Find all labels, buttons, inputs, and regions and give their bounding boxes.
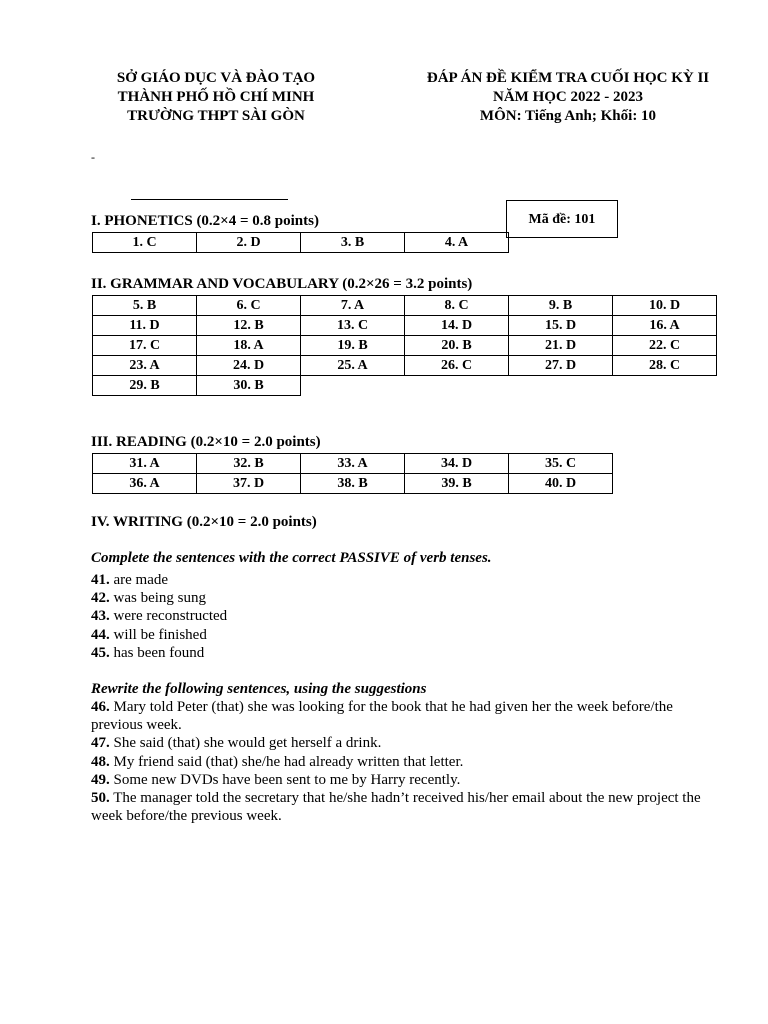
section-phonetics-title: I. PHONETICS (0.2×4 = 0.8 points) — [91, 213, 319, 229]
list-item: 42. was being sung — [91, 590, 206, 607]
exam-code-box: Mã đề: 101 — [506, 200, 618, 238]
rewrite-answers — [91, 698, 711, 825]
table-row — [93, 376, 717, 396]
city-name: THÀNH PHỐ HỒ CHÍ MINH — [117, 89, 315, 105]
passive-answers — [91, 571, 227, 662]
dash-mark: - — [91, 150, 95, 164]
answer-cell: 13. C — [301, 316, 405, 336]
divider-line — [131, 199, 288, 200]
answer-cell: 6. C — [197, 296, 301, 316]
answer-cell: 30. B — [197, 376, 301, 396]
answer-cell: 32. B — [197, 454, 301, 474]
answer-cell: 9. B — [509, 296, 613, 316]
table-row — [93, 233, 509, 253]
empty-cell — [301, 376, 405, 396]
answer-cell: 16. A — [613, 316, 717, 336]
list-item: 46. Mary told Peter (that) she was looking for the book that he had given her the week before/the previous week. — [91, 699, 673, 734]
answer-cell: 33. A — [301, 454, 405, 474]
list-item: 44. will be finished — [91, 626, 207, 643]
answer-cell: 23. A — [93, 356, 197, 376]
list-item: 48. My friend said (that) she/he had already written that letter. — [91, 753, 464, 770]
answer-cell: 37. D — [197, 474, 301, 494]
section-grammar-title: II. GRAMMAR AND VOCABULARY (0.2×26 = 3.2 points) — [91, 276, 473, 292]
list-item: 49. Some new DVDs have been sent to me by Harry recently. — [91, 771, 461, 788]
table-row — [93, 454, 613, 474]
empty-cell — [405, 376, 509, 396]
answer-cell: 35. C — [509, 454, 613, 474]
section-writing-title: IV. WRITING (0.2×10 = 2.0 points) — [91, 514, 317, 530]
answer-cell: 7. A — [301, 296, 405, 316]
table-row — [93, 474, 613, 494]
section-reading-title: III. READING (0.2×10 = 2.0 points) — [91, 434, 321, 450]
answer-cell: 12. B — [197, 316, 301, 336]
answer-cell: 38. B — [301, 474, 405, 494]
answer-cell: 11. D — [93, 316, 197, 336]
answer-cell: 20. B — [405, 336, 509, 356]
answer-cell: 31. A — [93, 454, 197, 474]
list-item: 47. She said (that) she would get herself a drink. — [91, 735, 382, 752]
table-row — [93, 336, 717, 356]
school-name: TRƯỜNG THPT SÀI GÒN — [127, 108, 305, 124]
grammar-answer-table — [92, 295, 717, 396]
answer-cell: 18. A — [197, 336, 301, 356]
list-item: 45. has been found — [91, 644, 205, 661]
answer-cell: 29. B — [93, 376, 197, 396]
answer-cell: 19. B — [301, 336, 405, 356]
answer-cell: 17. C — [93, 336, 197, 356]
empty-cell — [613, 376, 717, 396]
answer-cell: 3. B — [301, 233, 405, 253]
answer-cell: 14. D — [405, 316, 509, 336]
answer-cell: 21. D — [509, 336, 613, 356]
header-right — [398, 69, 738, 126]
answer-cell: 24. D — [197, 356, 301, 376]
answer-cell: 25. A — [301, 356, 405, 376]
table-row — [93, 296, 717, 316]
table-row — [93, 356, 717, 376]
answer-cell: 34. D — [405, 454, 509, 474]
school-year: NĂM HỌC 2022 - 2023 — [493, 89, 643, 105]
answer-cell: 10. D — [613, 296, 717, 316]
list-item: 50. The manager told the secretary that he/she hadn’t received his/her email about the new project the week before/the previous week. — [91, 790, 701, 825]
answer-cell: 4. A — [405, 233, 509, 253]
answer-cell: 27. D — [509, 356, 613, 376]
list-item: 41. are made — [91, 572, 169, 588]
answer-cell: 39. B — [405, 474, 509, 494]
passive-instruction: Complete the sentences with the correct PASSIVE of verb tenses. — [91, 550, 492, 566]
phonetics-answer-table — [92, 232, 509, 253]
department-name: SỞ GIÁO DỤC VÀ ĐÀO TẠO — [116, 70, 316, 86]
answer-cell: 5. B — [93, 296, 197, 316]
answer-cell: 40. D — [509, 474, 613, 494]
answer-cell: 1. C — [93, 233, 197, 253]
table-row — [93, 316, 717, 336]
subject-grade: MÔN: Tiếng Anh; Khối: 10 — [479, 108, 657, 124]
answer-cell: 28. C — [613, 356, 717, 376]
answer-cell: 2. D — [197, 233, 301, 253]
list-item: 43. were reconstructed — [91, 608, 228, 625]
answer-cell: 8. C — [405, 296, 509, 316]
answer-cell: 22. C — [613, 336, 717, 356]
reading-answer-table — [92, 453, 613, 494]
rewrite-instruction: Rewrite the following sentences, using the suggestions — [91, 681, 427, 697]
answer-cell: 36. A — [93, 474, 197, 494]
document-title: ĐÁP ÁN ĐỀ KIỂM TRA CUỐI HỌC KỲ II — [426, 70, 710, 86]
header-left — [88, 69, 344, 126]
empty-cell — [509, 376, 613, 396]
answer-cell: 26. C — [405, 356, 509, 376]
answer-cell: 15. D — [509, 316, 613, 336]
